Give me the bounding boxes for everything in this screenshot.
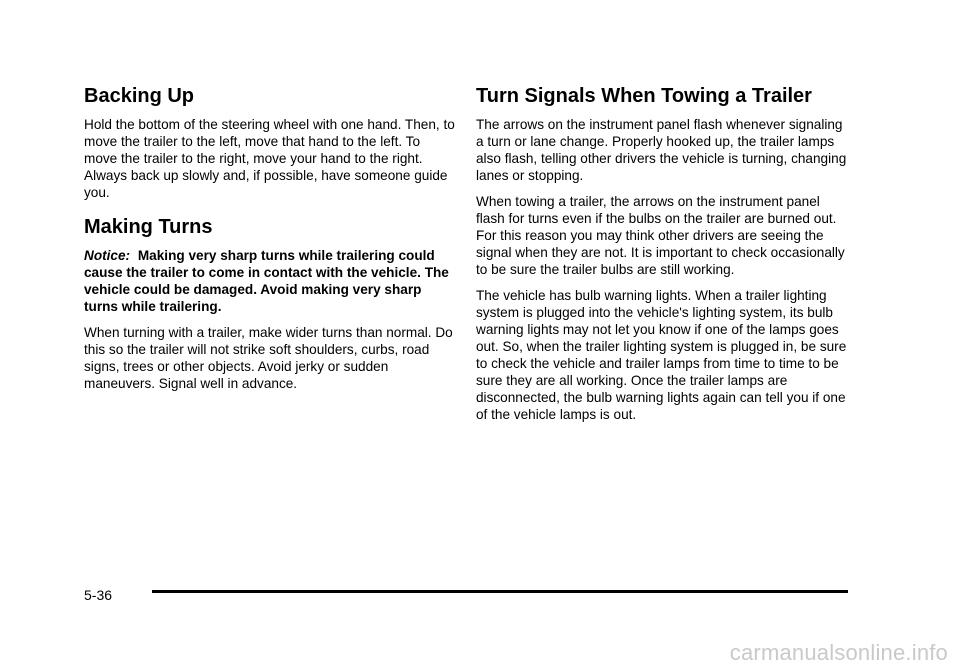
notice-block	[84, 247, 456, 315]
paragraph-turn-signals-1: The arrows on the instrument panel flash whenever signaling a turn or lane change. Properly hooked up, the trailer lamps also flash, telling other drivers the vehicle is turning, changing lanes or stopping.	[476, 117, 847, 183]
watermark: carmanualsonline.info	[729, 640, 948, 665]
notice-label: Notice:	[84, 248, 131, 263]
paragraph-turn-signals-2: When towing a trailer, the arrows on the instrument panel flash for turns even if the bulbs on the trailer are burned out. For this reason you may think other drivers are seeing the signal when they are not. It is important to check occasionally to be sure the trailer bulbs are still working.	[476, 194, 845, 277]
section-turn-signals	[476, 84, 848, 423]
section-making-turns	[84, 215, 456, 392]
right-column	[476, 84, 848, 432]
paragraph-backing-up: Hold the bottom of the steering wheel with one hand. Then, to move the trailer to the left, move that hand to the left. To move the trailer to the right, move your hand to the right. Always back up slowly and, if possible, have someone guide you.	[84, 117, 455, 200]
notice-text: Making very sharp turns while trailering could cause the trailer to come in contact with the vehicle. The vehicle could be damaged. Avoid making very sharp turns while trailering.	[84, 248, 449, 314]
paragraph-making-turns: When turning with a trailer, make wider turns than normal. Do this so the trailer will not strike soft shoulders, curbs, road signs, trees or other objects. Avoid jerky or sudden maneuvers. Signal well in advance.	[84, 325, 453, 391]
page-number: 5-36	[84, 587, 113, 603]
section-backing-up	[84, 84, 456, 201]
heading-backing-up: Backing Up	[84, 85, 195, 107]
footer-divider	[152, 590, 848, 593]
paragraph-turn-signals-3: The vehicle has bulb warning lights. When a trailer lighting system is plugged into the vehicle's lighting system, its bulb warning lights may not let you know if one of the lamps goes out. So, when the trailer lighting system is plugged in, be sure to check the vehicle and trailer lamps from time to time to be sure they are all working. Once the trailer lamps are disconnected, the bulb warning lights again can tell you if one of the vehicle lamps is out.	[476, 288, 847, 422]
left-column	[84, 84, 456, 401]
heading-turn-signals: Turn Signals When Towing a Trailer	[476, 85, 812, 107]
heading-making-turns: Making Turns	[84, 216, 213, 238]
